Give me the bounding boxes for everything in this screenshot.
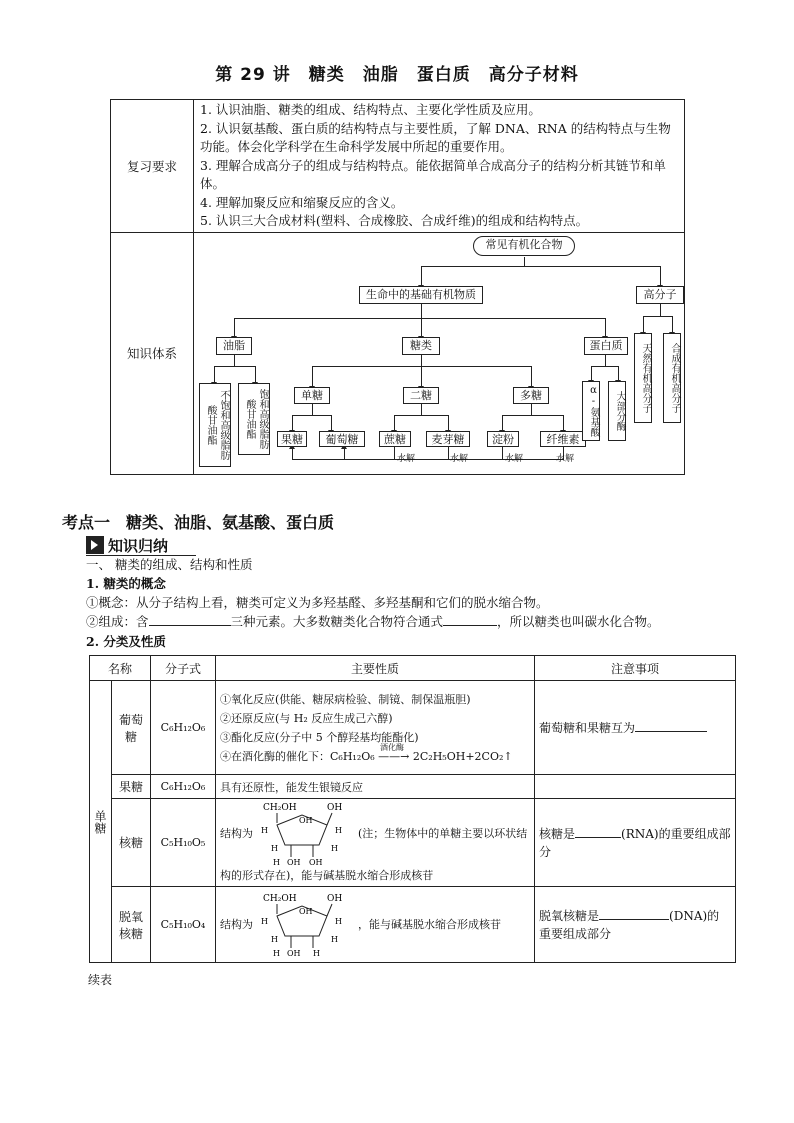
node-basic: 生命中的基础有机物质: [359, 286, 483, 304]
heading-classification: 2. 分类及性质: [86, 634, 166, 649]
requirements-table: [110, 99, 685, 475]
node-protein: 蛋白质: [584, 337, 628, 355]
node-synthetic: 合成有机高分子: [663, 333, 681, 423]
svg-text:H: H: [270, 934, 278, 944]
deoxyribose-structure: [257, 892, 355, 958]
blank-isomer[interactable]: [635, 719, 707, 732]
deoxy-note: 脱氧核糖是 (DNA)的重要组成部分: [535, 887, 736, 963]
node-fat: 油脂: [216, 337, 252, 355]
blank-rna[interactable]: [575, 825, 621, 838]
node-di: 二糖: [403, 387, 439, 404]
svg-text:OH: OH: [298, 906, 313, 916]
svg-text:H: H: [330, 844, 338, 853]
concept-text: ①概念：从分子结构上看，糖类可定义为多羟基醛、多羟基酮和它们的脱水缩合物。: [86, 595, 549, 610]
ribose-formula: C₅H₁₀O₅: [151, 799, 216, 887]
continued-label: 续表: [88, 973, 113, 987]
fructose-name: 果糖: [112, 775, 151, 799]
col-formula: 分子式: [151, 656, 216, 681]
svg-text:H: H: [272, 948, 280, 958]
deoxy-name: 脱氧核糖: [112, 887, 151, 963]
banner-label: 知识归纳: [108, 537, 169, 555]
arrow-icon: [86, 536, 104, 554]
hydrolysis-label: 水解: [556, 453, 575, 464]
node-starch: 淀粉: [487, 431, 519, 447]
requirement-item: 5. 认识三大合成材料(塑料、合成橡胶、合成纤维)的组成和结构特点。: [200, 213, 589, 228]
svg-text:CH₂OH: CH₂OH: [262, 803, 297, 813]
svg-text:CH₂OH: CH₂OH: [262, 893, 297, 904]
section-heading: 考点一 糖类、油脂、氨基酸、蛋白质: [62, 513, 335, 532]
requirement-item: 3. 理解合成高分子的组成与结构特点。能依据简单合成高分子的结构分析其链节和单体。: [200, 157, 666, 191]
blank-elements[interactable]: [149, 613, 231, 626]
knowledge-label: 知识体系: [111, 232, 194, 474]
hydrolysis-label: 水解: [505, 453, 524, 464]
svg-text:H: H: [260, 826, 268, 835]
svg-text:OH: OH: [298, 816, 313, 825]
node-poly: 多糖: [513, 387, 549, 404]
node-maltose: 麦芽糖: [426, 431, 470, 447]
sugar-table: [89, 655, 736, 963]
svg-text:H: H: [330, 934, 338, 944]
group-mono: 单糖: [90, 681, 112, 963]
svg-text:OH: OH: [286, 858, 301, 867]
section-banner: [86, 536, 196, 554]
ribose-structure: [257, 801, 355, 867]
node-sugar: 糖类: [402, 337, 440, 355]
svg-text:H: H: [334, 916, 342, 926]
node-amino: α-氨基酸: [582, 381, 600, 441]
glucose-props: ①氧化反应(供能、糖尿病检验、制镜、制保温瓶胆) ②还原反应(与 H₂ 反应生成己六醇) ③酯化反应(分子中 5 个醇羟基均能酯化) 酒化酶 ④在酒化酶的催化下：C₆H₁₂O₆ ——→ 2C₂H₅OH+2CO₂↑: [216, 681, 535, 775]
blank-dna[interactable]: [599, 907, 669, 920]
deoxy-formula: C₅H₁₀O₄: [151, 887, 216, 963]
svg-text:OH: OH: [308, 858, 323, 867]
svg-text:OH: OH: [326, 803, 342, 813]
col-props: 主要性质: [216, 656, 535, 681]
requirement-item: 4. 理解加聚反应和缩聚反应的含义。: [200, 194, 404, 210]
svg-text:H: H: [270, 844, 278, 853]
deoxy-props: 结构为 CH₂OH OH OH H H H H H OH H ，能与碱基脱水缩合形成核苷: [216, 887, 535, 963]
glucose-note: 葡萄糖和果糖互为: [535, 681, 736, 775]
col-name: 名称: [90, 656, 151, 681]
requirements-list: [194, 100, 685, 233]
svg-text:H: H: [312, 948, 320, 958]
node-sucrose: 蔗糖: [379, 431, 411, 447]
glucose-formula: C₆H₁₂O₆: [151, 681, 216, 775]
requirements-label: 复习要求: [111, 100, 194, 233]
node-glucose: 葡萄糖: [319, 431, 365, 447]
node-polymer: 高分子: [636, 286, 684, 304]
fructose-formula: C₆H₁₂O₆: [151, 775, 216, 799]
knowledge-diagram: [194, 232, 685, 474]
node-natural: 天然有机高分子: [634, 333, 652, 423]
fructose-props: 具有还原性，能发生银镜反应: [216, 775, 535, 799]
composition-text: ②组成：含 三种元素。大多数糖类化合物符合通式 ，所以糖类也叫碳水化合物。: [86, 614, 660, 629]
node-mono: 单糖: [294, 387, 330, 404]
svg-text:H: H: [260, 916, 268, 926]
hydrolysis-label: 水解: [450, 453, 469, 464]
node-root: 常见有机化合物: [473, 236, 575, 256]
node-fat-sat: 饱和高级脂肪酸甘油酯: [238, 383, 270, 455]
subsection-title: 一、 糖类的组成、结构和性质: [86, 557, 253, 572]
hydrolysis-label: 水解: [397, 453, 416, 464]
svg-text:OH: OH: [286, 948, 301, 958]
col-notes: 注意事项: [535, 656, 736, 681]
requirement-item: 1. 认识油脂、糖类的组成、结构特点、主要化学性质及应用。: [200, 102, 541, 117]
svg-text:OH: OH: [326, 893, 342, 904]
svg-text:H: H: [272, 858, 280, 867]
ribose-props: 结构为 CH₂OH OH OH H H H H H OH OH (注；生物体中的单糖主要以环状结构的形式存在)，能与碱基脱水缩合形成核苷: [216, 799, 535, 887]
node-cellulose: 纤维素: [540, 431, 586, 447]
ribose-name: 核糖: [112, 799, 151, 887]
node-macro: 大部分酶: [608, 381, 626, 441]
svg-text:H: H: [334, 826, 342, 835]
node-fructose: 果糖: [277, 431, 307, 447]
glucose-name: 葡萄糖: [112, 681, 151, 775]
heading-concept: 1. 糖类的概念: [86, 576, 166, 591]
ribose-note: 核糖是 (RNA)的重要组成部分: [535, 799, 736, 887]
page-title: 第 29 讲 糖类 油脂 蛋白质 高分子材料: [215, 65, 579, 85]
blank-formula[interactable]: [443, 613, 497, 626]
requirement-item: 2. 认识氨基酸、蛋白质的结构特点与主要性质，了解 DNA、RNA 的结构特点与生物功能。体会化学科学在生命科学发展中所起的重要作用。: [200, 120, 671, 154]
node-fat-unsat: 不饱和高级脂肪酸甘油酯: [199, 383, 231, 467]
